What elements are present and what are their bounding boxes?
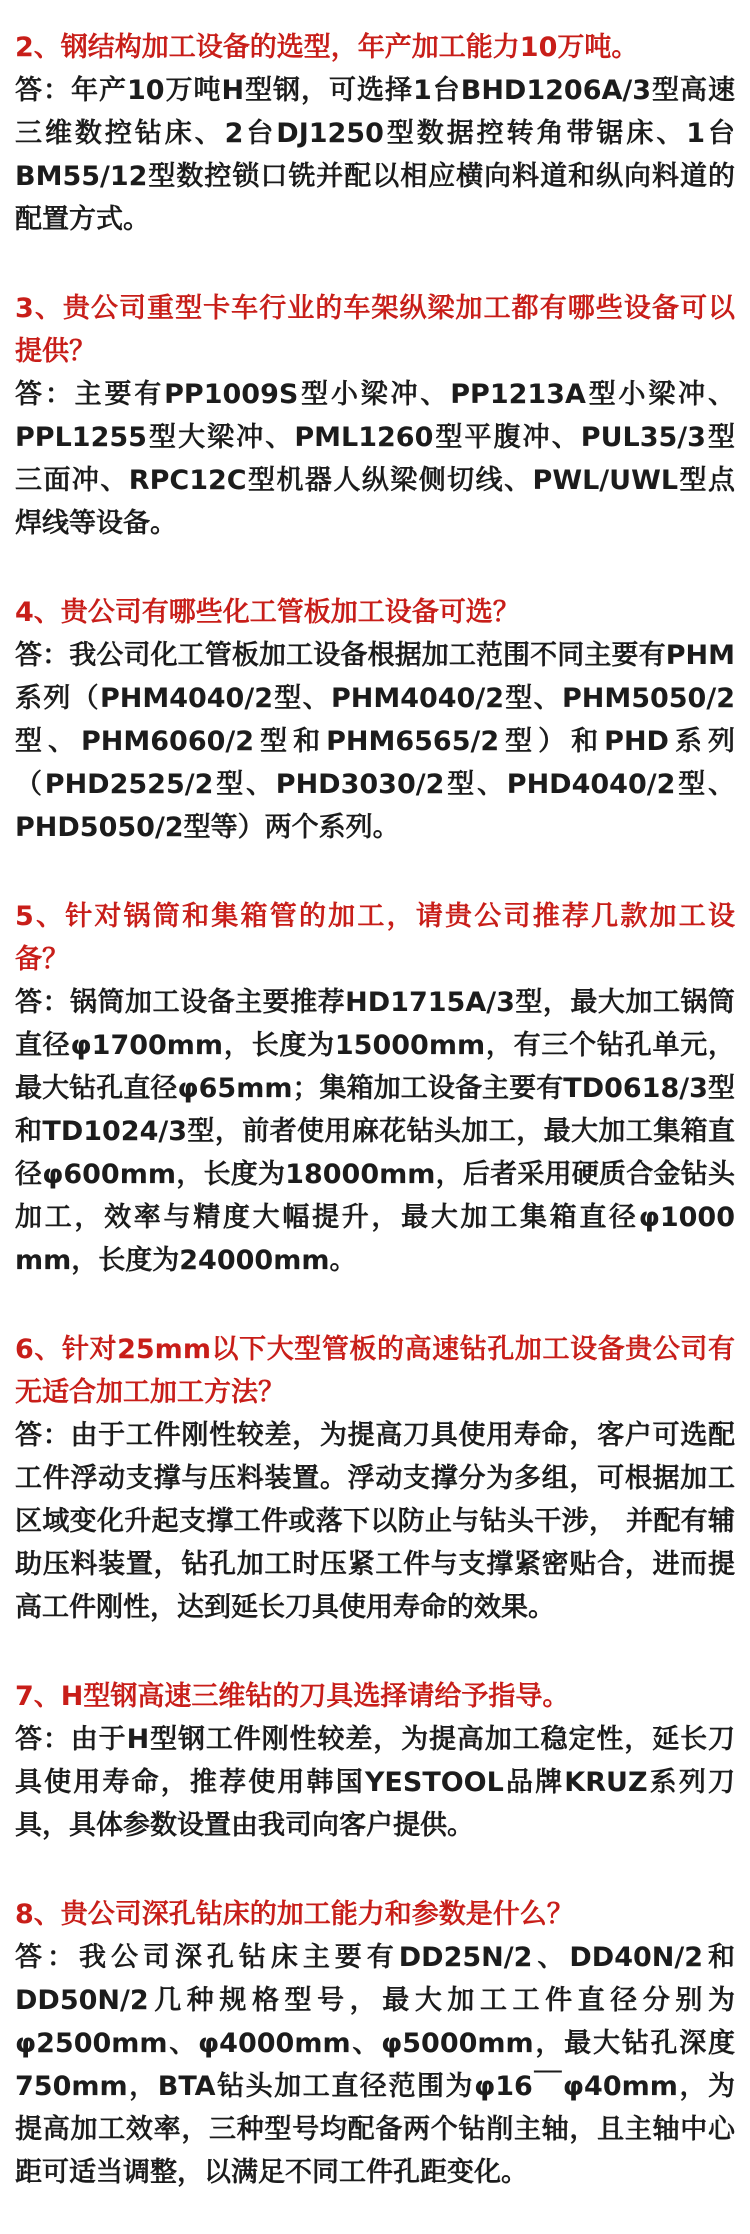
- answer-7: 答：由于H型钢工件刚性较差，为提高加工稳定性，延长刀具使用寿命，推荐使用韩国YESTOOL品牌KRUZ系列刀具，具体参数设置由我司向客户提供。: [15, 1724, 735, 1841]
- answer-8: 答：我公司深孔钻床主要有DD25N/2、DD40N/2和DD50N/2几种规格型号，最大加工工件直径分别为φ2500mm、φ4000mm、φ5000mm，最大钻孔深度750mm，BTA钻头加工直径范围为φ16￣φ40mm，为提高加工效率，三种型号均配备两个钻削主轴，且主轴中心距可适当调整，以满足不同工件孔距变化。: [15, 1942, 735, 2188]
- question-4: 4、贵公司有哪些化工管板加工设备可选？: [15, 597, 520, 628]
- faq-section-5: [15, 895, 735, 1282]
- answer-3: 答：主要有PP1009S型小梁冲、PP1213A型小梁冲、PPL1255型大梁冲、PML1260型平腹冲、PUL35/3型三面冲、RPC12C型机器人纵梁侧切线、PWL/UWL型点焊线等设备。: [15, 379, 735, 539]
- faq-section-7: [15, 1675, 735, 1847]
- faq-document: [15, 26, 735, 2194]
- question-7: 7、H型钢高速三维钻的刀具选择请给予指导。: [15, 1681, 570, 1712]
- question-2: 2、钢结构加工设备的选型，年产加工能力10万吨。: [15, 32, 639, 63]
- question-5: 5、针对锅筒和集箱管的加工，请贵公司推荐几款加工设备？: [15, 901, 735, 975]
- answer-5: 答：锅筒加工设备主要推荐HD1715A/3型，最大加工锅筒直径φ1700mm，长度为15000mm，有三个钻孔单元，最大钻孔直径φ65mm；集箱加工设备主要有TD0618/3型和TD1024/3型，前者使用麻花钻头加工，最大加工集箱直径φ600mm，长度为18000mm，后者采用硬质合金钻头加工，效率与精度大幅提升，最大加工集箱直径φ1000 mm，长度为24000mm。: [15, 987, 735, 1276]
- answer-2: 答：年产10万吨H型钢，可选择1台BHD1206A/3型高速三维数控钻床、2台DJ1250型数据控转角带锯床、1台BM55/12型数控锁口铣并配以相应横向料道和纵向料道的配置方式。: [15, 75, 735, 235]
- faq-section-2: [15, 26, 735, 241]
- faq-section-4: [15, 591, 735, 849]
- answer-6: 答：由于工件刚性较差，为提高刀具使用寿命，客户可选配工件浮动支撑与压料装置。浮动支撑分为多组，可根据加工区域变化升起支撑工件或落下以防止与钻头干涉， 并配有辅助压料装置，钻孔加工时压紧工件与支撑紧密贴合，进而提高工件刚性，达到延长刀具使用寿命的效果。: [15, 1420, 735, 1623]
- question-8: 8、贵公司深孔钻床的加工能力和参数是什么？: [15, 1899, 574, 1930]
- answer-4: 答：我公司化工管板加工设备根据加工范围不同主要有PHM系列（PHM4040/2型、PHM4040/2型、PHM5050/2型、PHM6060/2型和PHM6565/2型）和PHD系列（PHD2525/2型、PHD3030/2型、PHD4040/2型、PHD5050/2型等）两个系列。: [15, 640, 735, 843]
- question-6: 6、针对25mm以下大型管板的高速钻孔加工设备贵公司有无适合加工加工方法？: [15, 1334, 735, 1408]
- question-3: 3、贵公司重型卡车行业的车架纵梁加工都有哪些设备可以提供？: [15, 293, 735, 367]
- faq-section-6: [15, 1328, 735, 1629]
- faq-section-3: [15, 287, 735, 545]
- faq-section-8: [15, 1893, 735, 2194]
